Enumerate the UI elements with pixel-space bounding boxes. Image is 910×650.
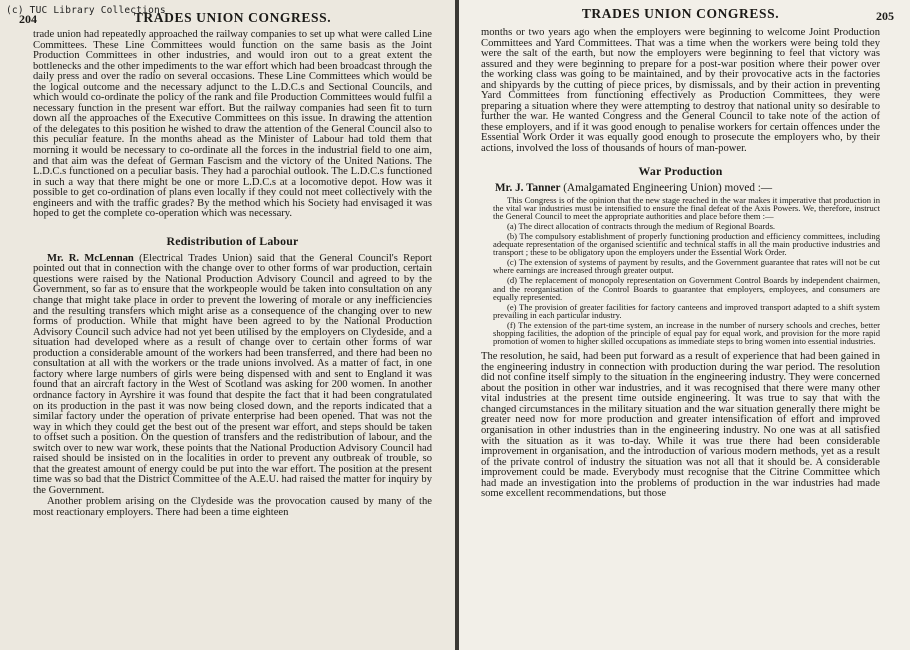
motion-intro: This Congress is of the opinion that the new stage reached in the war makes it imperative that production in the vital war industries must be intensified to ensure the final defeat of the Axis Powers. We, therefore, instruct the General Council to meet the appropriate authorities and place before them :— (493, 194, 880, 221)
left-running-title: TRADES UNION CONGRESS. (133, 10, 332, 25)
motion-item-b: (b) The compulsory establishment of properly functioning production and efficiency committees, including adequate representation of the organised scientific and technical staffs in all the main productive industries and transport ; these to be obligatory upon the employers under the Essential Work Order. (493, 230, 880, 258)
right-page-header (481, 0, 894, 28)
right-page-number: 205 (876, 9, 894, 23)
left-section-heading: Redistribution of Labour (166, 233, 299, 248)
right-opening-paragraph: months or two years ago when the employers were beginning to welcome Joint Production Committees and Yard Committees. That was a time when the workers were being told they were the salt of the earth, but now the employers were beginning to feel that victory was assured and they were beginning to prepare for a post-war position where their power over the working class was going to be maintained, and by their provocative acts in the factories and shipyards by the cutting of piece prices, by dismissals, and by their action in preventing Yard Committees from functioning effectively as Production Committees, they were preparing a situation where they were attempting to destroy that national unity so desirable to further the war. He wanted Congress and the General Council to take note of the action of these employers, and if it was good enough to penalise workers for certain offences under the Essential Work Order it was equally good enough to prosecute the employers who, by their actions, involved the loss of thousands of hours of man-power. (481, 27, 880, 155)
motion-text (481, 196, 880, 346)
motion-item-d: (d) The replacement of monopoly representation on Government Control Boards by independent chairmen, and the reorganisation of the Control Boards to guarantee that employers, employees, and consumers are equally represented. (493, 275, 880, 302)
speaker-text-mclennan: (Electrical Trades Union) said that the General Council's Report pointed out that in connection with the change over to other forms of war production, certain questions were raised by the National Production Advisory Council and agreed to by the Government, so far as to ensure that the workpeople would be taken into consultation on any change that might take place in order to prevent the lowering of morale or any inefficiencies and the resulting transfers which might arise as a consequence of the changing over to new forms of production. While that might have been agreed to by the National Production Advisory Council such advice had not yet been utilised by the employers on Clydeside, and a situation had developed where as a result of change over to certain other forms of war production a considerable amount of the workers had been transferred, and there had been no consultation at all with the workers or the trade unions involved. As a matter of fact, in one factory where large numbers of girls were being dispensed with and sent to England it was found that an aircraft factory in the West of Scotland was asking for 200 women. In another ordnance factory in Ayrshire it was found that despite the fact that it had been congratulated on its production in the past it was now being closed down, and the reports indicated that a similar factory under the operation of private enterprise had been opened. That was not the way in which they could get the best out of the present war effort, and steps should be taken to offset such a position. On the question of transfers and the redistribution of labour, and the switch over to new war work, these points that the National Production Advisory Council had raised should be insisted on in the localities in order to prevent any outbreak of trouble, so that the greatest amount of energy could be put into the war effort. The position at the present time was so bad that the District Committee of the A.E.U. had raised the matter for inquiry by the Government. (33, 252, 432, 496)
motion-item-a: (a) The direct allocation of contracts through the medium of Regional Boards. (507, 220, 776, 231)
right-closing-paragraph: The resolution, he said, had been put forward as a result of experience that had been gained in the engineering industry in connection with production during the war period. The resolution did not confine itself simply to the situation in the engineering industry. They were concerned about the position in other war industries, and it was recognised that there were many other vital industries at the present time outside engineering. It was true to say that with the changed circumstances in the military situation and the war situation generally there might be greater need now for more production and greater intensification of effort and improved organisation in other industries than in the engineering industry. No one was at all satisfied with the situation as it was to-day. While it was true there had been considerable improvement in organisation, and the introduction of various modern methods, yet as a result of the private control of industry the situation was not all that it should be. A considerable improvement could be made. Everybody must recognise that the Citrine Committee which had made an investigation into the problems of production in the war industries had made some excellent recommendations, but those (481, 351, 880, 500)
motion-item-e: (e) The provision of greater facilities for factory canteens and improved transport adapted to a shift system prevailing in each particular industry. (493, 301, 880, 320)
speaker-name-mclennan: Mr. R. McLennan (47, 252, 134, 264)
right-page (459, 0, 910, 650)
speaker-affiliation-tanner: (Amalgamated Engineering Union) moved :— (563, 181, 773, 194)
right-running-title: TRADES UNION CONGRESS. (581, 6, 780, 21)
motion-item-c: (c) The extension of systems of payment by results, and the Government guarantee that rates will not be cut where earnings are increased through greater output. (493, 257, 880, 276)
right-section-heading: War Production (638, 163, 723, 178)
motion-item-f: (f) The extension of the part-time system, an increase in the number of nursery schools and creches, better shopping facilities, the adoption of the principle of equal pay for equal work, and provision for the more rapid promotion of women to higher skilled occupations as immediate steps to bring women into essential industries. (493, 319, 880, 347)
left-page-number: 204 (19, 12, 37, 26)
watermark: (c) TUC Library Collections (6, 5, 166, 16)
speaker-name-tanner: Mr. J. Tanner (495, 181, 561, 194)
speaker-paragraph-mclennan (33, 254, 432, 497)
left-closing-paragraph: Another problem arising on the Clydeside was the provocation caused by many of the most reactionary employers. There had been a time eighteen (33, 496, 432, 518)
speaker-line-tanner (481, 182, 880, 194)
left-opening-paragraph: trade union had repeatedly approached the railway companies to set up what were called Line Committees. These Line Committees would function on the same basis as the Joint Production Committees in other industries, and would iron out to a great extent the bottlenecks and the other impediments to the war effort which had been broadcast through the daily press and over the radio on several occasions. These Line Committees which would be the logical outcome and the necessary adjunct to the L.D.C.s and Sectional Councils, and which would co-ordinate the policy of the rank and file Production Committees would fulfil a necessary function in the present war effort. But the railway companies had seen fit to turn down all the approaches of the Executive Committees on this issue. In drawing the attention of the delegates to this position he wished to draw the attention of the General Council also to this peculiar feature. In the months ahead as the Minister of Labour had told them that morning it would be necessary to co-ordinate all the forces in the industrial field to one aim, and that aim was the defeat of German Fascism and the victory of the United Nations. The L.D.C.s functioned on a peculiar basis. They had a parochial outlook. The L.D.C.s functioned in such a way that there might be one or more L.D.C.s at a locomotive depot. How was it possible to get co-ordination of plans even locally if they could not meet collectively with the engineers and with the traffic grades? By the method which his Society had envisaged it was hoped to get the complete co-operation which was necessary. (33, 29, 432, 220)
